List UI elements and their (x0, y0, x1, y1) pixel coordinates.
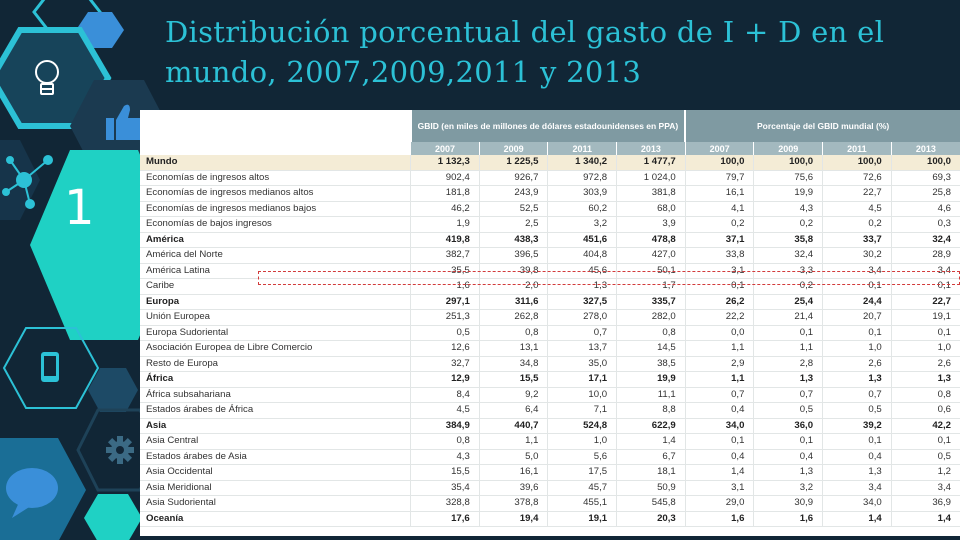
row-label: Oceanía (140, 511, 411, 527)
table-cell: 1,4 (823, 511, 892, 527)
year-header: 2013 (891, 142, 960, 155)
table-cell: 1,3 (823, 372, 892, 388)
table-cell: 6,7 (617, 449, 686, 465)
table-cell: 1,6 (754, 511, 823, 527)
table-cell: 2,5 (479, 217, 548, 233)
table-cell: 35,8 (754, 232, 823, 248)
row-label: Asia Central (140, 434, 411, 450)
table-cell: 16,1 (685, 186, 754, 202)
table-cell: 0,1 (891, 279, 960, 295)
table-cell: 2,8 (754, 356, 823, 372)
table-cell: 20,3 (617, 511, 686, 527)
table-cell: 14,5 (617, 341, 686, 357)
data-table-container (140, 110, 960, 536)
row-label: Europa (140, 294, 411, 310)
table-cell: 0,5 (823, 403, 892, 419)
table-cell: 251,3 (411, 310, 480, 326)
table-cell: 34,0 (685, 418, 754, 434)
table-cell: 10,0 (548, 387, 617, 403)
table-cell: 622,9 (617, 418, 686, 434)
table-cell: 22,7 (823, 186, 892, 202)
table-cell: 278,0 (548, 310, 617, 326)
table-cell: 0,6 (891, 403, 960, 419)
table-cell: 72,6 (823, 170, 892, 186)
table-cell: 1,3 (891, 372, 960, 388)
table-cell: 0,4 (685, 403, 754, 419)
table-cell: 36,9 (891, 496, 960, 512)
row-label: Mundo (140, 155, 411, 170)
table-row (140, 465, 960, 481)
table-cell: 12,6 (411, 341, 480, 357)
table-cell: 327,5 (548, 294, 617, 310)
table-cell: 3,4 (823, 480, 892, 496)
table-cell: 972,8 (548, 170, 617, 186)
table-cell: 0,2 (685, 217, 754, 233)
rd-expenditure-table (140, 110, 960, 527)
table-cell: 5,6 (548, 449, 617, 465)
table-cell: 0,7 (754, 387, 823, 403)
table-cell: 311,6 (479, 294, 548, 310)
table-cell: 0,1 (685, 434, 754, 450)
table-cell: 13,7 (548, 341, 617, 357)
table-cell: 0,7 (823, 387, 892, 403)
table-cell: 0,8 (891, 387, 960, 403)
table-cell: 4,3 (754, 201, 823, 217)
table-cell: 26,2 (685, 294, 754, 310)
table-cell: 524,8 (548, 418, 617, 434)
year-header: 2013 (617, 142, 686, 155)
gear-icon (106, 436, 134, 464)
table-cell: 0,0 (685, 325, 754, 341)
table-row (140, 341, 960, 357)
row-label: Economías de bajos ingresos (140, 217, 411, 233)
table-cell: 60,2 (548, 201, 617, 217)
table-cell: 1,6 (411, 279, 480, 295)
table-cell: 0,7 (685, 387, 754, 403)
table-cell: 33,8 (685, 248, 754, 264)
table-cell: 36,0 (754, 418, 823, 434)
table-cell: 0,4 (754, 449, 823, 465)
table-cell: 438,3 (479, 232, 548, 248)
table-row (140, 372, 960, 388)
table-cell: 1,2 (891, 465, 960, 481)
table-cell: 0,4 (823, 449, 892, 465)
table-cell: 32,7 (411, 356, 480, 372)
row-label: Economías de ingresos medianos bajos (140, 201, 411, 217)
table-cell: 19,4 (479, 511, 548, 527)
table-cell: 282,0 (617, 310, 686, 326)
year-header: 2009 (479, 142, 548, 155)
table-cell: 0,8 (411, 434, 480, 450)
table-cell: 6,4 (479, 403, 548, 419)
table-row (140, 263, 960, 279)
table-cell: 15,5 (411, 465, 480, 481)
header-pct: Porcentaje del GBID mundial (%) (685, 110, 960, 142)
table-cell: 19,9 (754, 186, 823, 202)
year-header: 2009 (754, 142, 823, 155)
table-cell: 478,8 (617, 232, 686, 248)
table-cell: 33,7 (823, 232, 892, 248)
row-label: América del Norte (140, 248, 411, 264)
table-cell: 0,2 (823, 217, 892, 233)
table-cell: 17,1 (548, 372, 617, 388)
row-label: Asia Occidental (140, 465, 411, 481)
table-cell: 455,1 (548, 496, 617, 512)
table-cell: 382,7 (411, 248, 480, 264)
table-cell: 2,6 (823, 356, 892, 372)
table-cell: 32,4 (891, 232, 960, 248)
table-cell: 4,6 (891, 201, 960, 217)
table-cell: 1,4 (617, 434, 686, 450)
table-cell: 0,8 (479, 325, 548, 341)
table-cell: 3,9 (617, 217, 686, 233)
table-cell: 297,1 (411, 294, 480, 310)
table-cell: 37,1 (685, 232, 754, 248)
table-cell: 22,7 (891, 294, 960, 310)
table-cell: 381,8 (617, 186, 686, 202)
table-cell: 2,6 (891, 356, 960, 372)
table-cell: 1,0 (891, 341, 960, 357)
table-row (140, 325, 960, 341)
table-cell: 0,1 (823, 434, 892, 450)
table-cell: 68,0 (617, 201, 686, 217)
table-cell: 0,1 (823, 325, 892, 341)
table-cell: 0,1 (754, 434, 823, 450)
row-label: África subsahariana (140, 387, 411, 403)
table-cell: 0,7 (548, 325, 617, 341)
year-header: 2011 (548, 142, 617, 155)
table-row (140, 155, 960, 170)
table-cell: 0,1 (685, 279, 754, 295)
table-row (140, 387, 960, 403)
year-header: 2011 (823, 142, 892, 155)
table-cell: 28,9 (891, 248, 960, 264)
table-cell: 8,4 (411, 387, 480, 403)
table-cell: 30,2 (823, 248, 892, 264)
table-cell: 9,2 (479, 387, 548, 403)
table-cell: 0,1 (823, 279, 892, 295)
year-header: 2007 (685, 142, 754, 155)
table-cell: 1,0 (548, 434, 617, 450)
table-cell: 30,9 (754, 496, 823, 512)
row-label: Resto de Europa (140, 356, 411, 372)
table-row (140, 496, 960, 512)
table-row (140, 434, 960, 450)
table-cell: 3,1 (685, 263, 754, 279)
table-cell: 1,4 (891, 511, 960, 527)
table-cell: 24,4 (823, 294, 892, 310)
table-cell: 79,7 (685, 170, 754, 186)
table-cell: 0,8 (617, 325, 686, 341)
table-cell: 34,8 (479, 356, 548, 372)
table-cell: 39,2 (823, 418, 892, 434)
table-row (140, 294, 960, 310)
header-gbid: GBID (en miles de millones de dólares estadounidenses en PPA) (411, 110, 686, 142)
table-row (140, 279, 960, 295)
hexagon-cyan-small (84, 494, 142, 540)
table-cell: 11,1 (617, 387, 686, 403)
row-label: Caribe (140, 279, 411, 295)
table-cell: 20,7 (823, 310, 892, 326)
table-row (140, 186, 960, 202)
table-cell: 303,9 (548, 186, 617, 202)
table-row (140, 418, 960, 434)
table-cell: 0,5 (754, 403, 823, 419)
table-cell: 19,9 (617, 372, 686, 388)
table-row (140, 310, 960, 326)
table-cell: 404,8 (548, 248, 617, 264)
table-cell: 21,4 (754, 310, 823, 326)
row-label: Asia (140, 418, 411, 434)
table-cell: 328,8 (411, 496, 480, 512)
page-title: Distribución porcentual del gasto de I + D en el mundo, 2007,2009,2011 y 2013 (165, 15, 885, 89)
table-cell: 19,1 (891, 310, 960, 326)
table-cell: 0,1 (891, 434, 960, 450)
table-cell: 384,9 (411, 418, 480, 434)
table-cell: 396,5 (479, 248, 548, 264)
table-cell: 3,4 (891, 480, 960, 496)
table-row (140, 217, 960, 233)
table-cell: 17,6 (411, 511, 480, 527)
table-cell: 16,1 (479, 465, 548, 481)
table-cell: 1,9 (411, 217, 480, 233)
row-label: Asia Sudoriental (140, 496, 411, 512)
row-label: Economías de ingresos medianos altos (140, 186, 411, 202)
table-cell: 1 340,2 (548, 155, 617, 170)
header-blank (140, 142, 411, 155)
table-cell: 29,0 (685, 496, 754, 512)
table-row (140, 356, 960, 372)
row-label: Estados árabes de Asia (140, 449, 411, 465)
table-cell: 3,1 (685, 480, 754, 496)
table-cell: 243,9 (479, 186, 548, 202)
table-cell: 34,0 (823, 496, 892, 512)
table-cell: 52,5 (479, 201, 548, 217)
table-cell: 335,7 (617, 294, 686, 310)
table-cell: 378,8 (479, 496, 548, 512)
table-cell: 4,5 (823, 201, 892, 217)
table-cell: 13,1 (479, 341, 548, 357)
smartphone-icon (41, 352, 59, 382)
table-cell: 100,0 (754, 155, 823, 170)
row-label: Unión Europea (140, 310, 411, 326)
row-label: Economías de ingresos altos (140, 170, 411, 186)
row-label: África (140, 372, 411, 388)
table-cell: 3,3 (754, 263, 823, 279)
year-header: 2007 (411, 142, 480, 155)
table-cell: 5,0 (479, 449, 548, 465)
table-cell: 1 225,5 (479, 155, 548, 170)
table-cell: 1,1 (479, 434, 548, 450)
table-cell: 2,0 (479, 279, 548, 295)
row-label: América Latina (140, 263, 411, 279)
table-cell: 1,3 (823, 465, 892, 481)
table-cell: 50,9 (617, 480, 686, 496)
table-cell: 35,5 (411, 263, 480, 279)
table-cell: 926,7 (479, 170, 548, 186)
table-cell: 8,8 (617, 403, 686, 419)
table-cell: 7,1 (548, 403, 617, 419)
table-cell: 1 024,0 (617, 170, 686, 186)
table-cell: 2,9 (685, 356, 754, 372)
table-cell: 1,6 (685, 511, 754, 527)
table-cell: 3,4 (823, 263, 892, 279)
table-cell: 100,0 (891, 155, 960, 170)
table-cell: 32,4 (754, 248, 823, 264)
table-cell: 17,5 (548, 465, 617, 481)
table-cell: 4,3 (411, 449, 480, 465)
table-cell: 42,2 (891, 418, 960, 434)
table-cell: 440,7 (479, 418, 548, 434)
table-cell: 15,5 (479, 372, 548, 388)
row-label: Europa Sudoriental (140, 325, 411, 341)
table-cell: 22,2 (685, 310, 754, 326)
table-row (140, 480, 960, 496)
table-cell: 1,4 (685, 465, 754, 481)
table-cell: 38,5 (617, 356, 686, 372)
table-cell: 4,1 (685, 201, 754, 217)
table-cell: 1 477,7 (617, 155, 686, 170)
table-cell: 19,1 (548, 511, 617, 527)
table-cell: 35,4 (411, 480, 480, 496)
table-cell: 39,6 (479, 480, 548, 496)
table-cell: 39,8 (479, 263, 548, 279)
table-cell: 1,1 (685, 372, 754, 388)
table-cell: 1,3 (548, 279, 617, 295)
table-cell: 0,4 (685, 449, 754, 465)
slide-number: 1 (64, 180, 95, 236)
table-cell: 451,6 (548, 232, 617, 248)
table-row (140, 449, 960, 465)
table-cell: 45,6 (548, 263, 617, 279)
table-cell: 0,2 (754, 279, 823, 295)
table-cell: 18,1 (617, 465, 686, 481)
table-cell: 1,7 (617, 279, 686, 295)
row-label: América (140, 232, 411, 248)
table-cell: 35,0 (548, 356, 617, 372)
table-row (140, 248, 960, 264)
table-row (140, 511, 960, 527)
table-cell: 50,1 (617, 263, 686, 279)
table-cell: 25,4 (754, 294, 823, 310)
table-cell: 902,4 (411, 170, 480, 186)
row-label: Asociación Europea de Libre Comercio (140, 341, 411, 357)
table-cell: 1,1 (754, 341, 823, 357)
table-cell: 3,2 (754, 480, 823, 496)
table-cell: 427,0 (617, 248, 686, 264)
table-cell: 46,2 (411, 201, 480, 217)
table-cell: 0,1 (891, 325, 960, 341)
table-cell: 0,2 (754, 217, 823, 233)
table-cell: 12,9 (411, 372, 480, 388)
table-cell: 25,8 (891, 186, 960, 202)
table-cell: 45,7 (548, 480, 617, 496)
table-cell: 1,1 (685, 341, 754, 357)
table-cell: 181,8 (411, 186, 480, 202)
row-label: Estados árabes de África (140, 403, 411, 419)
table-cell: 0,1 (754, 325, 823, 341)
table-cell: 0,5 (891, 449, 960, 465)
table-cell: 0,3 (891, 217, 960, 233)
table-cell: 1,3 (754, 372, 823, 388)
table-row (140, 170, 960, 186)
table-cell: 262,8 (479, 310, 548, 326)
table-cell: 100,0 (685, 155, 754, 170)
table-cell: 4,5 (411, 403, 480, 419)
table-row (140, 232, 960, 248)
table-row (140, 201, 960, 217)
header-blank (140, 110, 411, 142)
table-cell: 1 132,3 (411, 155, 480, 170)
table-cell: 69,3 (891, 170, 960, 186)
table-cell: 1,3 (754, 465, 823, 481)
table-cell: 545,8 (617, 496, 686, 512)
table-cell: 1,0 (823, 341, 892, 357)
table-cell: 100,0 (823, 155, 892, 170)
table-row (140, 403, 960, 419)
table-cell: 75,6 (754, 170, 823, 186)
table-cell: 3,2 (548, 217, 617, 233)
table-cell: 419,8 (411, 232, 480, 248)
table-cell: 3,4 (891, 263, 960, 279)
row-label: Asia Meridional (140, 480, 411, 496)
table-cell: 0,5 (411, 325, 480, 341)
